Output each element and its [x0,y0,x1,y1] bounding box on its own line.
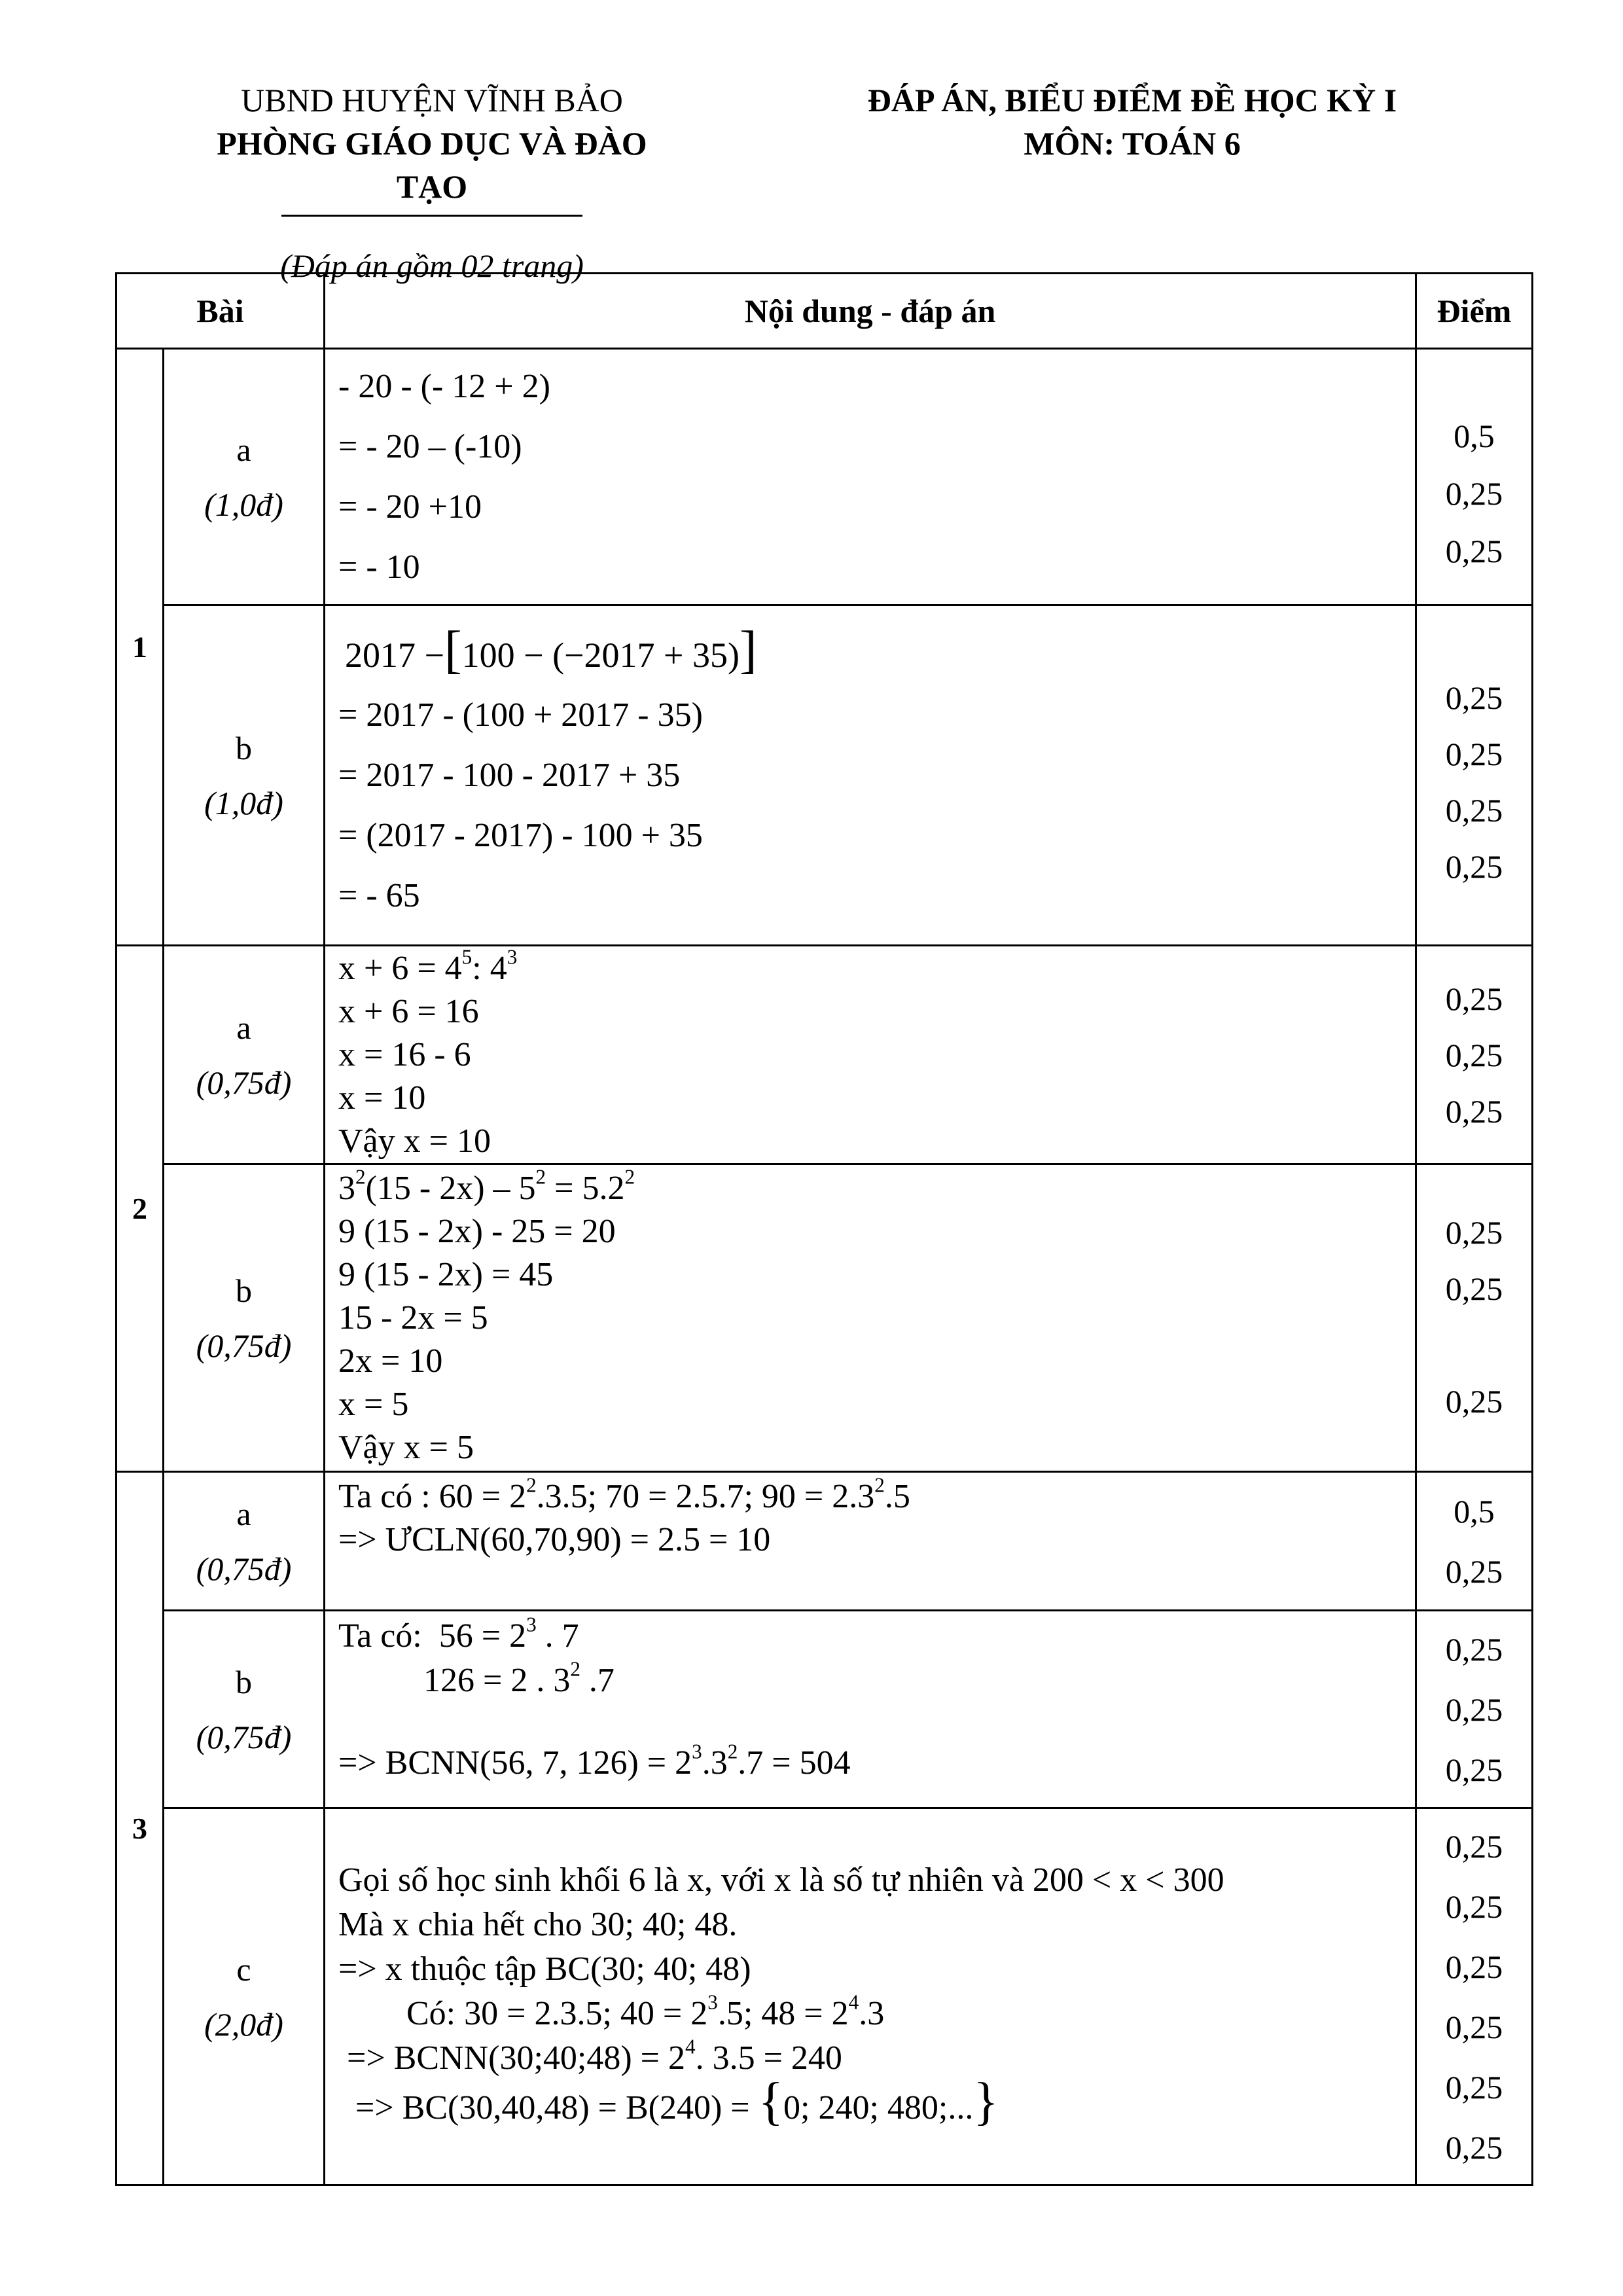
table-row [116,1611,1533,1808]
score-value: 0,25 [1445,1751,1503,1788]
exponent: 2 [526,1473,537,1497]
answer-line: x = 10 [338,1079,426,1117]
content-cell [325,1611,1416,1808]
score-value: 0,25 [1445,735,1503,772]
answer-line: 15 - 2x = 5 [338,1299,488,1336]
doc-title: ĐÁP ÁN, BIỂU ĐIỂM ĐỀ HỌC KỲ I [867,82,1397,118]
exponent: 2 [570,1657,580,1681]
score-cell [1416,605,1533,946]
expr-part: Có: 30 = 2.3.5; 40 = 2 [338,1994,708,2032]
score-cell [1416,1611,1533,1808]
header-score: Điểm [1416,274,1533,349]
answer-line: Vậy x = 5 [338,1428,474,1466]
page-note: (Đáp án gồm 02 trang) [280,247,584,284]
header-bai: Bài [116,274,325,349]
bai-number: 1 [116,349,164,946]
answer-line: = (2017 - 2017) - 100 + 35 [338,816,703,854]
exponent: 5 [461,945,473,969]
score-cell [1416,1164,1533,1472]
score-value: 0,25 [1445,2008,1503,2045]
part-cell [164,349,325,605]
header-right [772,79,1492,165]
answer-line: => x thuộc tập BC(30; 40; 48) [338,1950,751,1988]
score-value: 0,25 [1445,1092,1503,1130]
part-points: (0,75đ) [196,1550,292,1587]
score-cell [1416,1472,1533,1611]
answer-line: Gọi số học sinh khối 6 là x, với x là số tự nhiên và 200 < x < 300 [338,1861,1224,1899]
part-cell [164,946,325,1164]
score-value: 0,25 [1445,2068,1503,2106]
bai-number: 3 [116,1472,164,2185]
answer-line [338,1741,1415,1785]
table-row [116,349,1533,605]
answer-line: x + 6 = 16 [338,992,479,1030]
part-points: (1,0đ) [204,784,283,821]
part-points: (0,75đ) [196,1064,292,1101]
expr-part: => BCNN(30;40;48) = 2 [338,2039,685,2077]
expr-part: (15 - 2x) – 5 [365,1169,536,1207]
expr-part: => BC(30,40,48) = B(240) = [338,2089,758,2126]
exponent: 2 [535,1165,546,1189]
expr-part: .5 [884,1478,910,1515]
part-label: a [236,1495,251,1532]
score-value: 0,25 [1445,1630,1503,1668]
expr-part: .7 = 504 [738,1744,851,1782]
answer-line [338,1659,1415,1703]
expr-part: . 7 [536,1617,579,1655]
doc-subject: MÔN: TOÁN 6 [1024,125,1241,162]
expr-part: => BCNN(56, 7, 126) = 2 [338,1744,692,1782]
brace-close: } [973,2072,999,2130]
score-value: 0,5 [1454,417,1495,454]
expr-part: 3 [338,1169,355,1207]
table-row [116,1164,1533,1472]
table-header-row [116,274,1533,349]
part-points: (2,0đ) [204,2005,283,2043]
answer-line [338,2072,1415,2136]
answer-line: => ƯCLN(60,70,90) = 2.5 = 10 [338,1521,771,1558]
answer-line [338,620,1415,685]
score-value: 0,25 [1445,848,1503,885]
content-cell [325,1808,1416,2185]
answer-line [338,1167,1415,1210]
org-line2: PHÒNG GIÁO DỤC VÀ ĐÀO TẠO [217,125,647,205]
expr-part: .3.5; 70 = 2.5.7; 90 = 2.3 [536,1478,875,1515]
table-row [116,605,1533,946]
answer-line: Mà x chia hết cho 30; 40; 48. [338,1905,738,1943]
answer-line [338,1992,1415,2036]
header-left [183,79,681,285]
answer-line: = - 65 [338,876,420,914]
score-cell [1416,946,1533,1164]
exponent: 2 [874,1473,885,1497]
score-value: 0,25 [1445,791,1503,829]
exponent: 3 [692,1740,702,1763]
org-line1: UBND HUYỆN VĨNH BẢO [241,82,623,118]
bai-number: 2 [116,946,164,1472]
answer-line [338,947,1415,990]
answer-line [338,2036,1415,2081]
answer-line: = 2017 - (100 + 2017 - 35) [338,696,703,734]
expr-part: = 5.2 [546,1169,625,1207]
score-value: 0,25 [1445,1270,1503,1307]
score-value: 0,25 [1445,1036,1503,1073]
part-cell [164,1808,325,2185]
part-points: (1,0đ) [204,486,283,523]
part-label: b [236,1272,252,1309]
expr-part: : 4 [472,949,507,987]
table-row [116,946,1533,1164]
answer-line: = 2017 - 100 - 2017 + 35 [338,756,681,794]
part-cell [164,1611,325,1808]
exponent: 2 [624,1165,635,1189]
part-label: b [236,1663,252,1700]
answer-line: x = 16 - 6 [338,1035,471,1073]
expr-part: .7 [580,1662,615,1699]
score-value: 0,25 [1445,1827,1503,1865]
exponent: 3 [707,1990,718,2014]
expr-part: .5; 48 = 2 [717,1994,849,2032]
score-value: 0,25 [1445,1888,1503,1925]
part-cell [164,605,325,946]
score-value: 0,25 [1445,1214,1503,1251]
content-cell [325,349,1416,605]
expr-part: 2017 − [345,635,444,675]
table-row [116,1808,1533,2185]
part-points: (0,75đ) [196,1718,292,1755]
exponent: 2 [727,1740,738,1763]
expr-part: 100 − (−2017 + 35) [461,635,740,675]
score-value: 0,25 [1445,475,1503,512]
header-rule [281,215,582,217]
part-cell [164,1472,325,1611]
score-value: 0,25 [1445,2128,1503,2166]
answer-line: 9 (15 - 2x) = 45 [338,1255,554,1293]
exponent: 4 [685,2035,696,2058]
part-label: b [236,729,252,766]
bracket-close: ] [739,620,757,679]
content-cell [325,1164,1416,1472]
part-cell [164,1164,325,1472]
score-value: 0,25 [1445,1948,1503,1985]
brace-open: { [758,2072,784,2130]
content-cell [325,605,1416,946]
score-value: 0,25 [1445,1383,1503,1420]
score-value: 0,25 [1445,1691,1503,1728]
answer-line: = - 20 +10 [338,488,482,526]
score-value: 0,25 [1445,1552,1503,1590]
answer-line: x = 5 [338,1385,409,1423]
expr-part: Ta có : 60 = 2 [338,1478,527,1515]
content-cell [325,1472,1416,1611]
expr-part: 0; 240; 480;... [783,2089,974,2126]
expr-part: x + 6 = 4 [338,949,462,987]
header-content: Nội dung - đáp án [325,274,1416,349]
answer-line: Vậy x = 10 [338,1122,491,1160]
part-label: c [236,1950,251,1988]
score-value: 0,25 [1445,679,1503,716]
expr-part: .3 [702,1744,728,1782]
answer-line [338,1614,1415,1659]
exponent: 4 [848,1990,859,2014]
answer-table [115,272,1533,2186]
score-cell [1416,1808,1533,2185]
expr-part: 126 = 2 . 3 [338,1662,571,1699]
expr-part: . 3.5 = 240 [695,2039,842,2077]
expr-part: .3 [859,1994,885,2032]
bracket-open: [ [444,620,462,679]
answer-line: 2x = 10 [338,1342,443,1380]
content-cell [325,946,1416,1164]
exponent: 2 [355,1165,366,1189]
expr-part: Ta có: 56 = 2 [338,1617,527,1655]
answer-line: = - 10 [338,548,420,586]
score-cell [1416,349,1533,605]
answer-line [338,1475,1415,1518]
score-value: 0,25 [1445,532,1503,569]
part-label: a [236,1009,251,1046]
answer-line: = - 20 – (-10) [338,427,522,465]
score-value: 0,25 [1445,980,1503,1017]
exponent: 3 [507,945,518,969]
exponent: 3 [526,1613,537,1636]
answer-line: - 20 - (- 12 + 2) [338,367,550,405]
part-points: (0,75đ) [196,1327,292,1364]
score-value: 0,5 [1454,1492,1495,1530]
answer-line: 9 (15 - 2x) - 25 = 20 [338,1212,616,1250]
part-label: a [236,431,251,468]
table-row [116,1472,1533,1611]
